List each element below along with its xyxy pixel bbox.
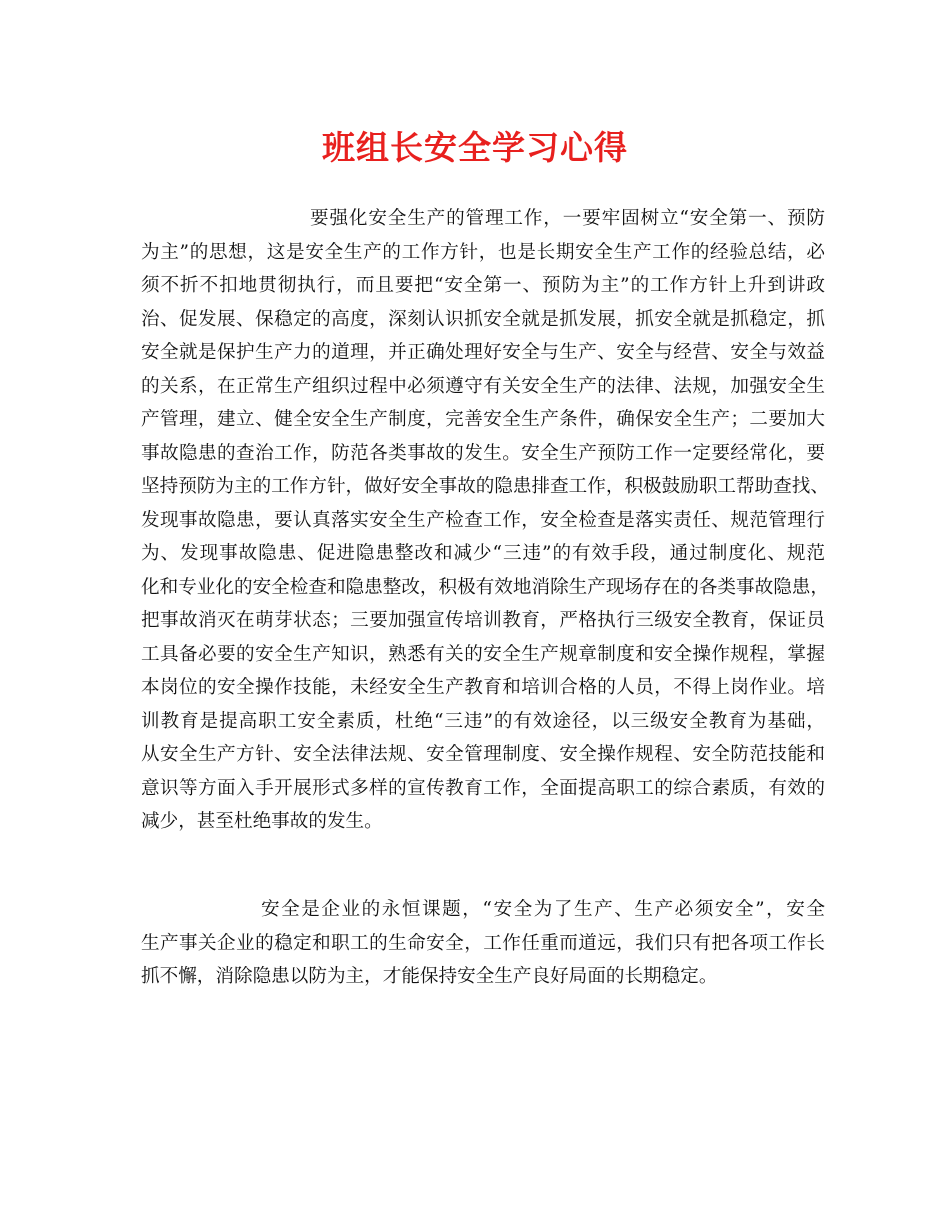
paragraph-line: 为、发现事故隐患、促进隐患整改和减少“三违”的有效手段，通过制度化、规范 bbox=[141, 543, 825, 564]
paragraph-line: 减少，甚至杜绝事故的发生。 bbox=[141, 811, 383, 832]
paragraph-line: 本岗位的安全操作技能，未经安全生产教育和培训合格的人员，不得上岗作业。培 bbox=[141, 677, 825, 698]
paragraph-line: 安全是企业的永恒课题，“安全为了生产、生产必须安全”，安全 bbox=[261, 899, 825, 920]
paragraph-line: 从安全生产方针、安全法律法规、安全管理制度、安全操作规程、安全防范技能和 bbox=[141, 744, 825, 765]
paragraph-2 bbox=[141, 893, 825, 994]
paragraph-line: 把事故消灭在萌芽状态；三要加强宣传培训教育，严格执行三级安全教育，保证员 bbox=[141, 610, 825, 631]
paragraph-line: 发现事故隐患，要认真落实安全生产检查工作，安全检查是落实责任、规范管理行 bbox=[141, 509, 825, 531]
paragraph-line: 要强化安全生产的管理工作，一要牢固树立“安全第一、预防 bbox=[310, 208, 825, 229]
paragraph-line: 产管理，建立、健全安全生产制度，完善安全生产条件，确保安全生产；二要加大 bbox=[141, 409, 825, 430]
paragraph-line: 训教育是提高职工安全素质，杜绝“三违”的有效途径，以三级安全教育为基础， bbox=[141, 710, 825, 732]
paragraph-line: 事故隐患的查治工作，防范各类事故的发生。安全生产预防工作一定要经常化，要 bbox=[141, 442, 825, 464]
paragraph-line: 化和专业化的安全检查和隐患整改，积极有效地消除生产现场存在的各类事故隐患， bbox=[141, 576, 829, 598]
document-title: 班组长安全学习心得 bbox=[322, 128, 628, 167]
paragraph-line: 坚持预防为主的工作方针，做好安全事故的隐患排查工作，积极鼓励职工帮助查找、 bbox=[141, 476, 829, 497]
paragraph-line: 抓不懈，消除隐患以防为主，才能保持安全生产良好局面的长期稳定。 bbox=[141, 966, 718, 987]
paragraph-line: 工具备必要的安全生产知识，熟悉有关的安全生产规章制度和安全操作规程，掌握 bbox=[141, 643, 825, 665]
paragraph-line: 为主”的思想，这是安全生产的工作方针，也是长期安全生产工作的经验总结，必 bbox=[141, 241, 825, 263]
paragraph-1 bbox=[141, 202, 829, 839]
paragraph-line: 须不折不扣地贯彻执行，而且要把“安全第一、预防为主”的工作方针上升到讲政 bbox=[141, 275, 825, 296]
paragraph-line: 治、促发展、保稳定的高度，深刻认识抓安全就是抓发展，抓安全就是抓稳定，抓 bbox=[141, 308, 825, 330]
paragraph-line: 安全就是保护生产力的道理，并正确处理好安全与生产、安全与经营、安全与效益 bbox=[141, 342, 825, 363]
paragraph-line: 的关系，在正常生产组织过程中必须遵守有关安全生产的法律、法规，加强安全生 bbox=[141, 375, 825, 397]
paragraph-line: 生产事关企业的稳定和职工的生命安全，工作任重而道远，我们只有把各项工作长 bbox=[141, 932, 825, 954]
paragraph-line: 意识等方面入手开展形式多样的宣传教育工作，全面提高职工的综合素质，有效的 bbox=[141, 777, 825, 799]
